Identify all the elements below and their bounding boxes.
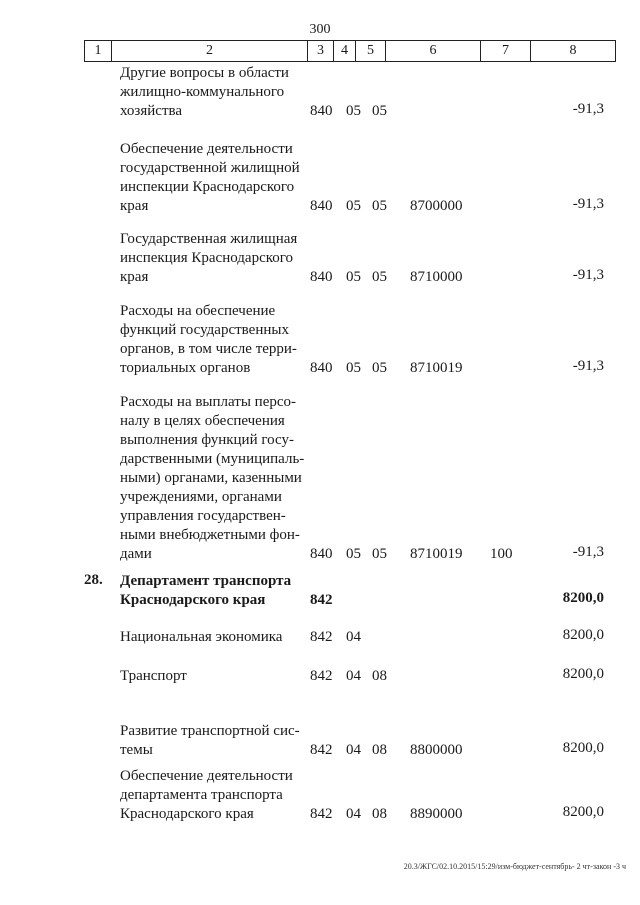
description-line: Развитие транспортной сис- [120, 723, 300, 739]
amount-value: 8200,0 [562, 666, 604, 682]
col-5-value: 08 [372, 806, 387, 822]
row-description [120, 572, 306, 610]
col-5-value: 05 [372, 546, 387, 562]
amount-value: 8200,0 [562, 804, 604, 820]
amount-value: -91,3 [572, 267, 604, 283]
row-description [120, 667, 306, 686]
col-3-value: 840 [310, 198, 333, 214]
description-line: Государственная жилищная [120, 231, 298, 247]
description-line: Расходы на обеспечение [120, 303, 276, 319]
description-line: выполнения функций госу- [120, 432, 294, 448]
row-description [120, 393, 306, 564]
col-3-value: 842 [310, 806, 333, 822]
col-6-value: 8890000 [410, 806, 463, 822]
col-4-value: 04 [346, 629, 361, 645]
col-5-value: 05 [372, 103, 387, 119]
col-7-value: 100 [490, 546, 513, 562]
description-line: Краснодарского края [120, 592, 266, 608]
description-line: Обеспечение деятельности [120, 141, 293, 157]
row-description [120, 722, 306, 760]
header-col-6: 6 [386, 41, 481, 61]
amount-value: 8200,0 [562, 740, 604, 756]
header-col-5: 5 [356, 41, 386, 61]
description-line: департамента транспорта [120, 787, 283, 803]
col-3-value: 842 [310, 592, 333, 608]
col-3-value: 840 [310, 360, 333, 376]
col-5-value: 05 [372, 269, 387, 285]
description-line: дами [120, 546, 152, 562]
amount-value: -91,3 [572, 101, 604, 117]
col-3-value: 842 [310, 629, 333, 645]
description-line: края [120, 198, 149, 214]
header-col-2: 2 [112, 41, 308, 61]
description-line: государственной жилищной [120, 160, 300, 176]
description-line: ными внебюджетными фон- [120, 527, 300, 543]
description-line: Обеспечение деятельности [120, 768, 293, 784]
amount-value: 8200,0 [562, 590, 604, 606]
description-line: ториальных органов [120, 360, 251, 376]
col-4-value: 04 [346, 668, 361, 684]
col-4-value: 05 [346, 360, 361, 376]
header-col-8: 8 [569, 43, 577, 58]
amount-value: -91,3 [572, 544, 604, 560]
description-line: хозяйства [120, 103, 183, 119]
description-line: Национальная экономика [120, 629, 283, 645]
row-description [120, 767, 306, 824]
amount-value: -91,3 [572, 196, 604, 212]
row-description [120, 302, 306, 378]
description-line: Краснодарского края [120, 806, 254, 822]
description-line: управления государствен- [120, 508, 286, 524]
page-number: 300 [309, 22, 331, 37]
col-5-value: 08 [372, 742, 387, 758]
col-5-value: 08 [372, 668, 387, 684]
description-line: Транспорт [120, 668, 187, 684]
col-6-value: 8710019 [410, 546, 463, 562]
description-line: жилищно-коммунального [120, 84, 285, 100]
col-4-value: 04 [346, 742, 361, 758]
row-description [120, 628, 306, 647]
col-3-value: 840 [310, 546, 333, 562]
header-col-4: 4 [334, 41, 356, 61]
description-line: функций государственных [120, 322, 289, 338]
col-4-value: 05 [346, 546, 361, 562]
description-line: дарственными (муниципаль- [120, 451, 305, 467]
description-line: края [120, 269, 149, 285]
description-line: инспекции Краснодарского [120, 179, 295, 195]
col-4-value: 05 [346, 198, 361, 214]
col-6-value: 8710000 [410, 269, 463, 285]
col-4-value: 05 [346, 269, 361, 285]
header-col-1: 1 [85, 41, 112, 61]
amount-value: -91,3 [572, 358, 604, 374]
col-6-value: 8700000 [410, 198, 463, 214]
description-line: органов, в том числе терри- [120, 341, 297, 357]
description-line: Расходы на выплаты персо- [120, 394, 297, 410]
footer-stamp: 20.3/ЖГС/02.10.2015/15:29/изм-бюджет-сентябрь- 2 чт-закон -3 ч [403, 862, 626, 871]
col-6-value: 8710019 [410, 360, 463, 376]
col-3-value: 840 [310, 103, 333, 119]
col-3-value: 842 [310, 742, 333, 758]
col-5-value: 05 [372, 360, 387, 376]
description-line: ными) органами, казенными [120, 470, 302, 486]
row-description [120, 64, 306, 121]
col-4-value: 04 [346, 806, 361, 822]
row-description [120, 230, 306, 287]
col-6-value: 8800000 [410, 742, 463, 758]
col-3-value: 842 [310, 668, 333, 684]
description-line: инспекция Краснодарского [120, 250, 294, 266]
description-line: налу в целях обеспечения [120, 413, 285, 429]
section-number: 28. [84, 572, 103, 588]
description-line: Другие вопросы в области [120, 65, 289, 81]
header-col-3: 3 [308, 41, 334, 61]
col-3-value: 840 [310, 269, 333, 285]
col-4-value: 05 [346, 103, 361, 119]
header-col-7: 7 [481, 41, 531, 61]
col-5-value: 05 [372, 198, 387, 214]
description-line: Департамент транспорта [120, 573, 292, 589]
description-line: учреждениями, органами [120, 489, 282, 505]
row-description [120, 140, 306, 216]
table-header [84, 40, 616, 62]
amount-value: 8200,0 [562, 627, 604, 643]
description-line: темы [120, 742, 153, 758]
